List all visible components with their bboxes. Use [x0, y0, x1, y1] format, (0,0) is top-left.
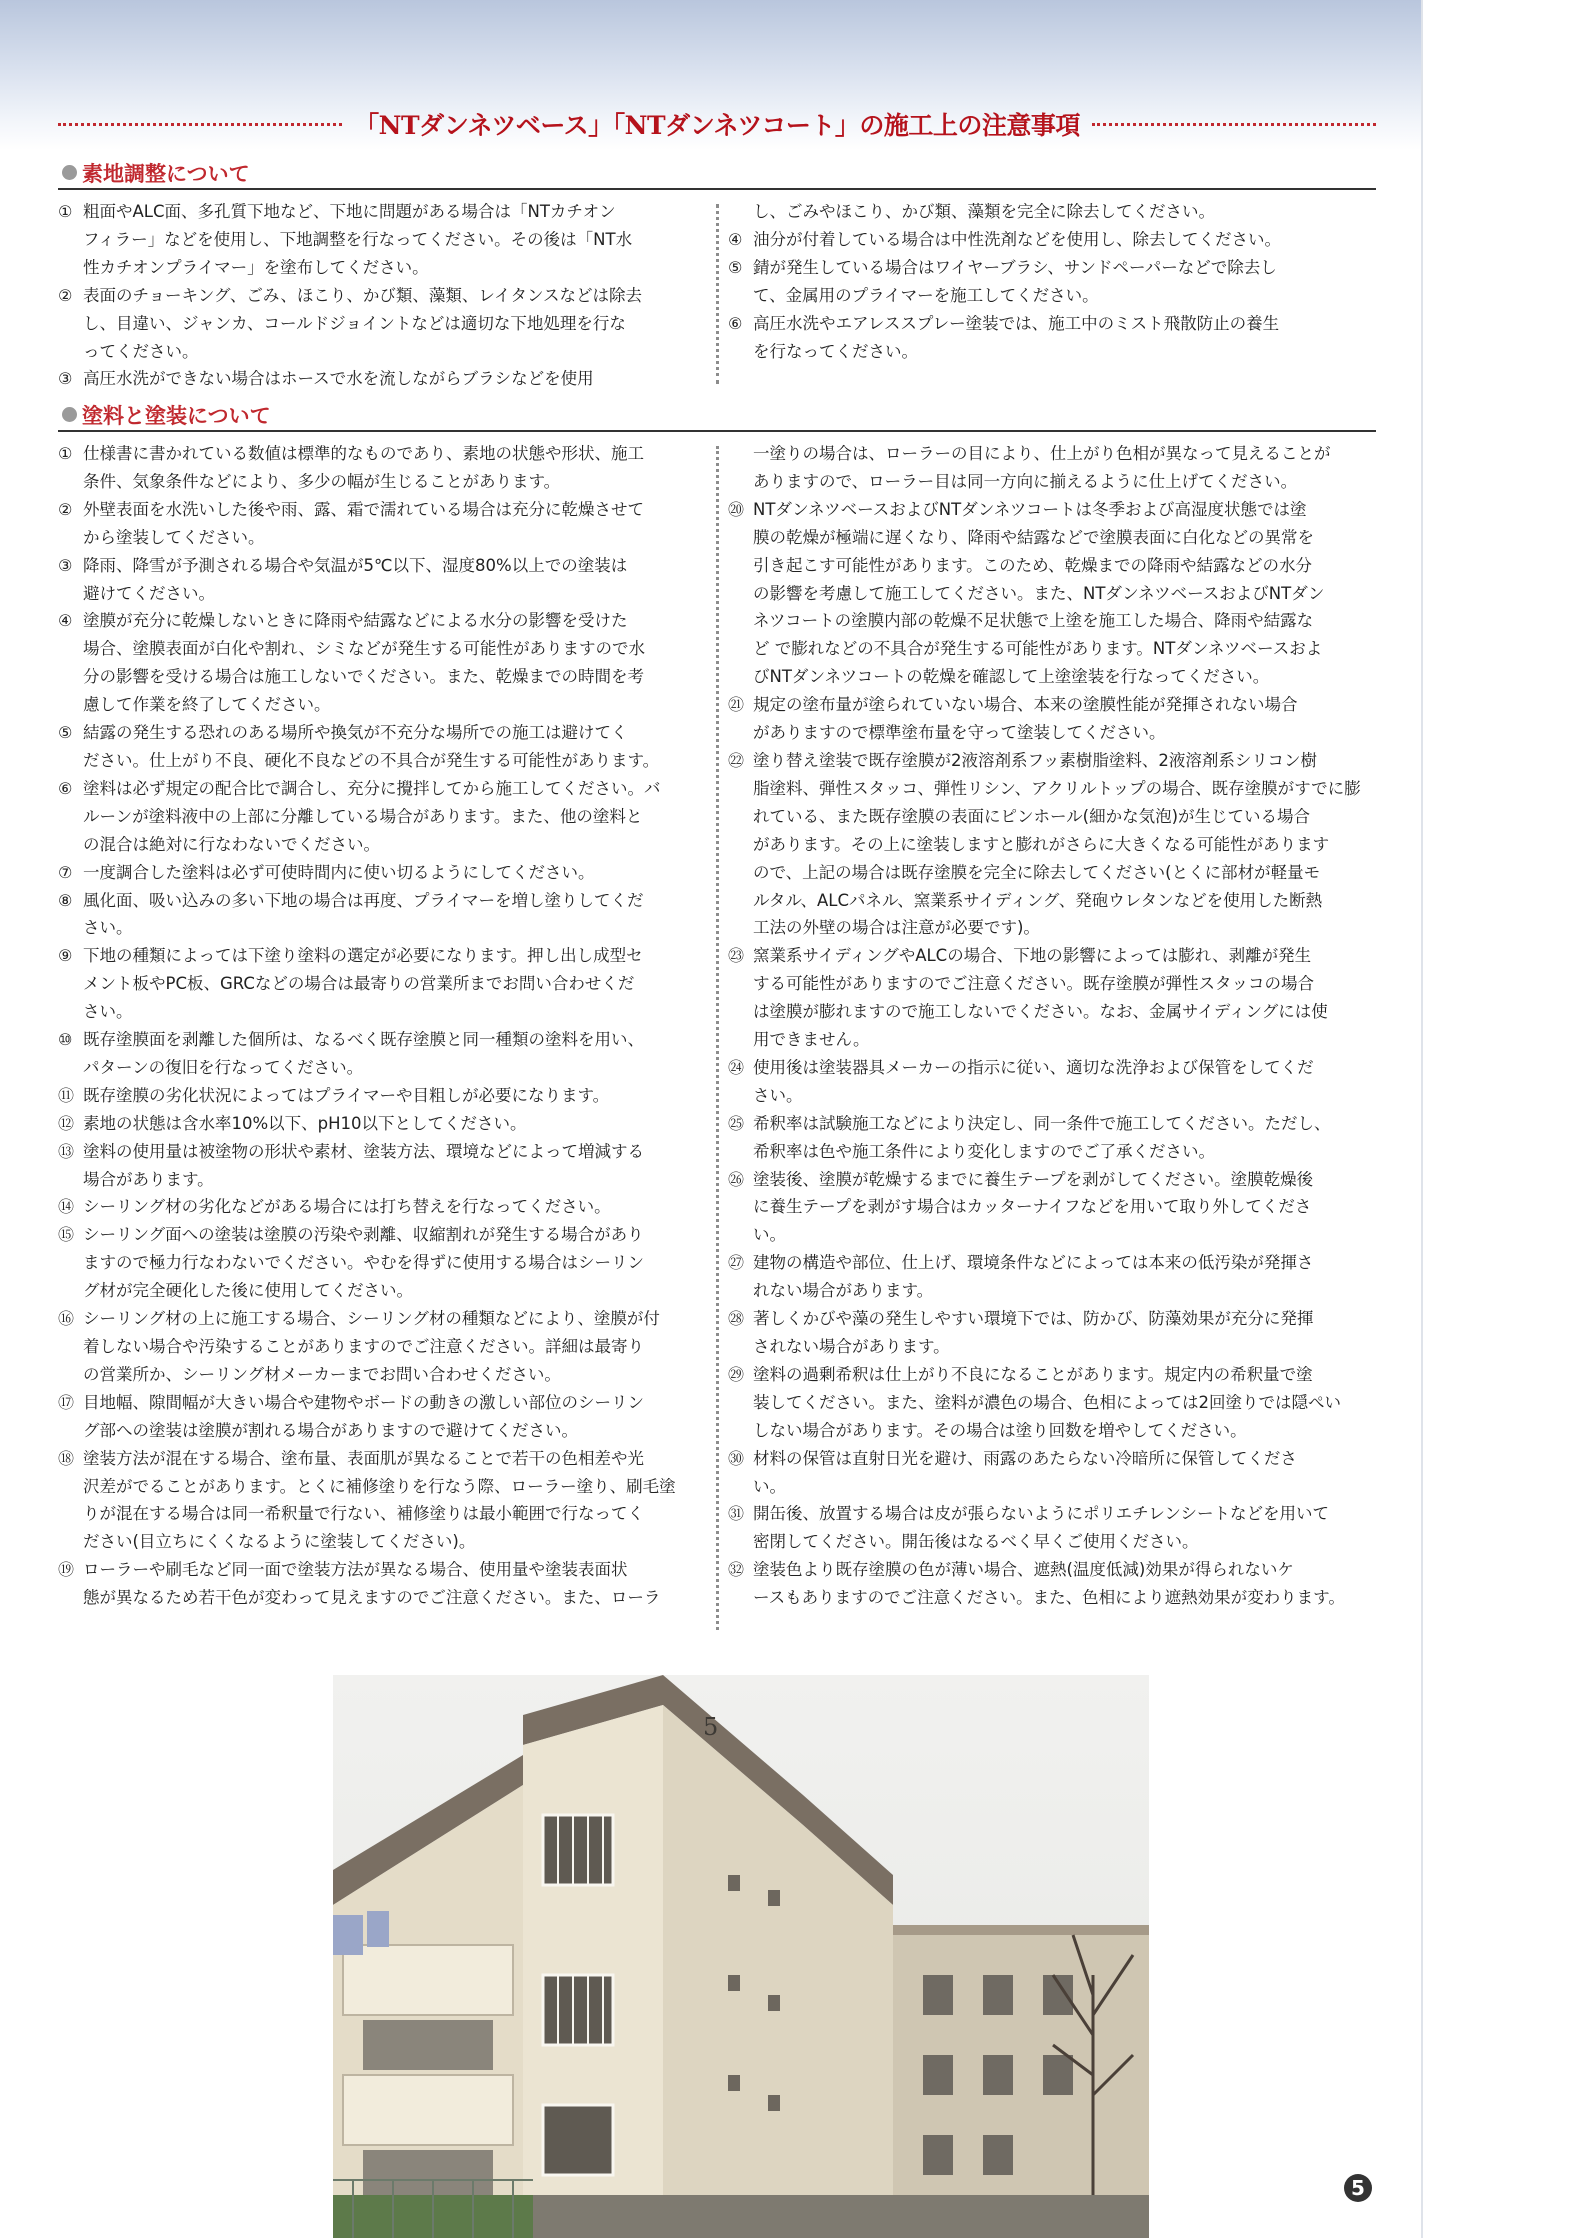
item-line: い。: [753, 1476, 786, 1496]
item-number: ㉚: [728, 1448, 745, 1468]
item-line: 風化面、吸い込みの多い下地の場合は再度、プライマーを増し塗りしてくだ: [83, 890, 644, 910]
item-line: 塗料の使用量は被塗物の形状や素材、塗装方法、環境などによって増減する: [83, 1141, 644, 1161]
item-number: ㉗: [728, 1253, 745, 1273]
item-line: 材料の保管は直射日光を避け、雨露のあたらない冷暗所に保管してくださ: [753, 1448, 1297, 1468]
item-number: ④: [58, 611, 73, 631]
item-line: 塗り替え塗装で既存塗膜が2液溶剤系フッ素樹脂塗料、2液溶剤系シリコン樹: [753, 750, 1318, 770]
item-number: ⑲: [58, 1560, 75, 1580]
item-line: する可能性がありますのでご注意ください。既存塗膜が弾性スタッコの場合: [753, 974, 1314, 994]
item-number: ④: [728, 229, 743, 249]
list-item: [58, 859, 704, 887]
list-item: [58, 1221, 704, 1305]
item-number: ⑫: [58, 1113, 75, 1133]
item-line: しない場合があります。その場合は塗り回数を増やしてください。: [753, 1420, 1247, 1440]
list-item: [58, 1082, 704, 1110]
list-item: [58, 719, 704, 775]
item-line: 条件、気象条件などにより、多少の幅が生じることがあります。: [83, 471, 561, 491]
item-line: 外壁表面を水洗いした後や雨、露、霜で濡れている場合は充分に乾燥させて: [83, 499, 644, 519]
item-number: ③: [58, 555, 73, 575]
list-item: [728, 1305, 1376, 1361]
title-dots-left: [58, 123, 342, 126]
item-line: シーリング材の劣化などがある場合には打ち替えを行なってください。: [83, 1197, 611, 1217]
item-line: シーリング面への塗装は塗膜の汚染や剥離、収縮割れが発生する場合があり: [83, 1225, 644, 1245]
item-line: 沢差がでることがあります。とくに補修塗りを行なう際、ローラー塗り、刷毛塗: [83, 1476, 676, 1496]
item-line: NTダンネツベースおよびNTダンネツコートは冬季および高湿度状態では塗: [753, 499, 1307, 519]
item-number: ⑤: [58, 723, 73, 743]
item-line: ルーンが塗料液中の上部に分離している場合があります。また、他の塗料と: [83, 806, 643, 826]
list-item: [728, 1556, 1376, 1612]
paint-right-column: [728, 440, 1376, 1612]
list-item: [728, 1249, 1376, 1305]
item-line: 高圧水洗やエアレススプレー塗装では、施工中のミスト飛散防止の養生: [753, 313, 1280, 333]
item-line: 塗装色より既存塗膜の色が薄い場合、遮熱(温度低減)効果が得られないケ: [753, 1560, 1294, 1580]
item-line: れている、また既存塗膜の表面にピンホール(細かな気泡)が生じている場合: [753, 806, 1311, 826]
item-line: て、金属用のプライマーを施工してください。: [753, 285, 1099, 305]
item-line: があります。その上に塗装しますと膨れがさらに大きくなる可能性があります: [753, 834, 1330, 854]
item-line: を行なってください。: [753, 341, 918, 361]
section-heading-label: 塗料と塗装について: [82, 404, 271, 428]
item-number: ③: [58, 369, 73, 389]
item-line: 開缶後、放置する場合は皮が張らないようにポリエチレンシートなどを用いて: [753, 1504, 1330, 1524]
list-item: [58, 496, 704, 552]
item-number: ⑳: [728, 499, 745, 519]
item-line: ルタル、ALCパネル、窯業系サイディング、発砲ウレタンなどを使用した断熱: [753, 890, 1323, 910]
item-line: の影響を考慮して施工してください。また、NTダンネツベースおよびNTダン: [753, 583, 1325, 603]
list-item: [58, 1389, 704, 1445]
item-line: 分の影響を受ける場合は施工しないでください。また、乾燥までの時間を考: [83, 667, 644, 687]
list-item: [728, 1166, 1376, 1250]
item-line: 装してください。また、塗料が濃色の場合、色相によっては2回塗りでは隠ぺい: [753, 1392, 1341, 1412]
item-line: グ材が完全硬化した後に使用してください。: [83, 1281, 413, 1301]
item-number: ⑭: [58, 1197, 75, 1217]
item-line: 希釈率は色や施工条件により変化しますのでご了承ください。: [753, 1141, 1215, 1161]
item-line: 降雨、降雪が予測される場合や気温が5℃以下、湿度80%以上での塗装は: [83, 555, 628, 575]
item-number: ㉛: [728, 1504, 745, 1524]
list-item: [58, 1026, 704, 1082]
list-item: [58, 440, 704, 496]
item-line: 錆が発生している場合はワイヤーブラシ、サンドペーパーなどで除去し: [753, 257, 1277, 277]
item-line: 希釈率は試験施工などにより決定し、同一条件で施工してください。ただし、: [753, 1113, 1331, 1133]
item-number: ㉙: [728, 1364, 745, 1384]
item-number: ⑰: [58, 1392, 75, 1412]
item-number: ⑧: [58, 890, 73, 910]
list-item: [728, 440, 1376, 496]
item-line: 慮して作業を終了してください。: [83, 695, 331, 715]
item-number: ⑪: [58, 1085, 75, 1105]
item-line: の混合は絶対に行なわないでください。: [83, 834, 380, 854]
item-number: ㉘: [728, 1309, 745, 1329]
list-item: [58, 1445, 704, 1557]
item-number: ⑦: [58, 862, 73, 882]
list-item: [58, 1138, 704, 1194]
bullet-icon: [62, 407, 77, 422]
item-line: から塗装してください。: [83, 527, 265, 547]
item-line: グ部への塗装は塗膜が割れる場合がありますので避けてください。: [83, 1420, 578, 1440]
item-line: パターンの復旧を行なってください。: [83, 1057, 364, 1077]
list-item: [728, 747, 1376, 942]
item-line: 塗装後、塗膜が乾燥するまでに養生テープを剥がしてください。塗膜乾燥後: [753, 1169, 1314, 1189]
item-line: れない場合があります。: [753, 1281, 934, 1301]
item-number: ①: [58, 444, 73, 463]
item-line: 素地の状態は含水率10%以下、pH10以下としてください。: [83, 1113, 527, 1133]
surface-right-column: [728, 198, 1376, 365]
item-line: の営業所か、シーリング材メーカーまでお問い合わせください。: [83, 1364, 561, 1384]
item-number: ㉖: [728, 1169, 745, 1189]
item-number: ⑯: [58, 1309, 75, 1329]
item-line: 塗装方法が混在する場合、塗布量、表面肌が異なることで若干の色相差や光: [83, 1448, 644, 1468]
list-item: [728, 254, 1376, 310]
item-line: がありますので標準塗布量を守って塗装してください。: [753, 723, 1166, 743]
item-line: 性カチオンプライマー」を塗布してください。: [83, 257, 429, 277]
paint-left-column: [58, 440, 704, 1612]
item-line: ースもありますのでご注意ください。また、色相により遮熱効果が変わります。: [753, 1588, 1345, 1608]
item-line: 著しくかびや藻の発生しやすい環境下では、防かび、防藻効果が充分に発揮: [753, 1309, 1314, 1329]
list-item: [728, 1110, 1376, 1166]
item-line: 着しない場合や汚染することがありますのでご注意ください。詳細は最寄り: [83, 1337, 644, 1356]
list-item: [58, 552, 704, 608]
item-number: ㉜: [728, 1560, 745, 1580]
item-number: ②: [58, 499, 73, 519]
item-line: ってください。: [83, 341, 199, 361]
item-line: ますので極力行なわないでください。やむを得ずに使用する場合はシーリン: [83, 1253, 644, 1273]
list-item: [728, 1500, 1376, 1556]
list-item: [58, 942, 704, 1026]
item-number: ㉔: [728, 1057, 745, 1077]
item-number: ⑱: [58, 1448, 75, 1468]
item-line: ので、上記の場合は既存塗膜を完全に除去してください(とくに部材が軽量モ: [753, 862, 1321, 882]
item-number: ㉕: [728, 1113, 745, 1133]
item-number: ⑤: [728, 257, 743, 277]
item-line: 下地の種類によっては下塗り塗料の選定が必要になります。押し出し成型セ: [83, 946, 643, 966]
item-number: ⑥: [728, 313, 743, 333]
list-item: [728, 691, 1376, 747]
item-line: 密閉してください。開缶後はなるべく早くご使用ください。: [753, 1532, 1199, 1552]
item-line: りが混在する場合は同一希釈量で行ない、補修塗りは最小範囲で行なってく: [83, 1504, 644, 1524]
section-heading-surface: [58, 158, 1376, 190]
item-line: 一度調合した塗料は必ず可使時間内に使い切るようにしてください。: [83, 862, 595, 882]
list-item: [58, 198, 704, 282]
item-number: ㉓: [728, 946, 745, 966]
item-line: 塗料の過剰希釈は仕上がり不良になることがあります。規定内の希釈量で塗: [753, 1364, 1313, 1384]
item-line: さい。: [83, 918, 133, 938]
item-line: 高圧水洗ができない場合はホースで水を流しながらブラシなどを使用: [83, 369, 594, 389]
list-item: [728, 310, 1376, 366]
item-line: し、目違い、ジャンカ、コールドジョイントなどは適切な下地処理を行な: [83, 313, 626, 333]
building-number-label: 5: [703, 1713, 719, 1741]
item-number: ①: [58, 202, 73, 221]
item-line: い。: [753, 1225, 786, 1245]
item-number: ㉒: [728, 750, 745, 770]
item-number: ②: [58, 285, 73, 305]
item-line: は塗膜が膨れますので施工しないでください。なお、金属サイディングには使: [753, 1002, 1328, 1022]
list-item: [58, 1556, 704, 1612]
item-line: 結露の発生する恐れのある場所や換気が不充分な場所での施工は避けてく: [83, 723, 628, 743]
list-item: [58, 887, 704, 943]
list-item: [728, 1361, 1376, 1445]
item-line: びNTダンネツコートの乾燥を確認して上塗塗装を行なってください。: [753, 667, 1270, 687]
list-item: [58, 1305, 704, 1389]
item-line: 油分が付着している場合は中性洗剤などを使用し、除去してください。: [753, 229, 1281, 249]
item-line: 引き起こす可能性があります。このため、乾燥までの降雨や結露などの水分: [753, 555, 1313, 575]
item-line: 使用後は塗装器具メーカーの指示に従い、適切な洗浄および保管をしてくだ: [753, 1057, 1314, 1077]
item-line: フィラー」などを使用し、下地調整を行なってください。その後は「NT水: [83, 229, 633, 249]
item-line: されない場合があります。: [753, 1337, 950, 1356]
item-line: ど で膨れなどの不具合が発生する可能性があります。NTダンネツベースおよ: [753, 639, 1323, 659]
item-line: に養生テープを剥がす場合はカッターナイフなどを用いて取り外してくださ: [753, 1197, 1312, 1217]
page-number: 5: [1344, 2174, 1372, 2202]
item-number: ㉑: [728, 695, 745, 715]
surface-left-column: [58, 198, 704, 393]
item-line: 場合、塗膜表面が白化や割れ、シミなどが発生する可能性がありますので水: [83, 639, 645, 659]
item-line: ローラーや刷毛など同一面で塗装方法が異なる場合、使用量や塗装表面状: [83, 1560, 628, 1580]
item-line: 規定の塗布量が塗られていない場合、本来の塗膜性能が発揮されない場合: [753, 695, 1298, 715]
list-item: [58, 365, 704, 393]
list-item: [728, 226, 1376, 254]
item-line: シーリング材の上に施工する場合、シーリング材の種類などにより、塗膜が付: [83, 1309, 660, 1329]
item-number: ⑬: [58, 1141, 75, 1161]
item-line: さい。: [753, 1085, 803, 1105]
item-number: ⑩: [58, 1030, 73, 1050]
item-line: ださい(目立ちにくくなるように塗装してください)。: [83, 1532, 476, 1552]
item-line: 目地幅、隙間幅が大きい場合や建物やボードの動きの激しい部位のシーリン: [83, 1392, 644, 1412]
item-line: ださい。仕上がり不良、硬化不良などの不具合が発生する可能性があります。: [83, 750, 660, 770]
title-dots-right: [1092, 123, 1376, 126]
item-number: ⑨: [58, 946, 73, 966]
list-item: [728, 198, 1376, 226]
item-line: 窯業系サイディングやALCの場合、下地の影響によっては膨れ、剥離が発生: [753, 946, 1312, 966]
bullet-icon: [62, 165, 77, 180]
list-item: [728, 1054, 1376, 1110]
section-heading-paint: [58, 400, 1376, 432]
list-item: [728, 496, 1376, 691]
title-row: [58, 104, 1376, 144]
item-line: し、ごみやほこり、かび類、藻類を完全に除去してください。: [753, 202, 1215, 221]
item-line: 仕様書に書かれている数値は標準的なものであり、素地の状態や形状、施工: [83, 444, 644, 463]
item-line: 既存塗膜の劣化状況によってはプライマーや目粗しが必要になります。: [83, 1085, 610, 1105]
item-line: 態が異なるため若干色が変わって見えますのでご注意ください。また、ローラ: [83, 1588, 661, 1608]
list-item: [58, 1110, 704, 1138]
list-item: [58, 775, 704, 859]
item-line: メント板やPC板、GRCなどの場合は最寄りの営業所までお問い合わせくだ: [83, 974, 635, 994]
column-divider: [716, 446, 719, 1630]
item-line: ありますので、ローラー目は同一方向に揃えるように仕上げてください。: [753, 471, 1298, 491]
item-line: 膜の乾燥が極端に遅くなり、降雨や結露などで塗膜表面に白化などの異常を: [753, 527, 1314, 547]
item-line: 既存塗膜面を剥離した個所は、なるべく既存塗膜と同一種類の塗料を用い、: [83, 1030, 644, 1050]
page-edge-rule: [1421, 0, 1423, 2238]
list-item: [58, 282, 704, 366]
item-line: 工法の外壁の場合は注意が必要です)。: [753, 918, 1040, 938]
section-heading-label: 素地調整について: [82, 162, 250, 186]
item-line: 用できません。: [753, 1030, 870, 1050]
item-line: 表面のチョーキング、ごみ、ほこり、かび類、藻類、レイタンスなどは除去: [83, 285, 643, 305]
item-line: 塗膜が充分に乾燥しないときに降雨や結露などによる水分の影響を受けた: [83, 611, 628, 631]
list-item: [728, 942, 1376, 1054]
item-line: 脂塗料、弾性スタッコ、弾性リシン、アクリルトップの場合、既存塗膜がすでに膨: [753, 778, 1361, 798]
building-photo: [333, 1675, 1149, 2238]
item-line: 塗料は必ず規定の配合比で調合し、充分に攪拌してから施工してください。バ: [83, 778, 661, 798]
column-divider: [716, 204, 719, 384]
item-number: ⑥: [58, 778, 73, 798]
item-line: ネツコートの塗膜内部の乾燥不足状態で上塗を施工した場合、降雨や結露な: [753, 611, 1314, 631]
item-line: 一塗りの場合は、ローラーの目により、仕上がり色相が異なって見えることが: [753, 444, 1331, 463]
list-item: [58, 607, 704, 719]
item-line: 場合があります。: [83, 1169, 214, 1189]
item-line: さい。: [83, 1002, 133, 1022]
list-item: [728, 1445, 1376, 1501]
item-line: 粗面やALC面、多孔質下地など、下地に問題がある場合は「NTカチオン: [83, 202, 616, 221]
item-number: ⑮: [58, 1225, 75, 1245]
item-line: 避けてください。: [83, 583, 215, 603]
item-line: 建物の構造や部位、仕上げ、環境条件などによっては本来の低汚染が発揮さ: [753, 1253, 1314, 1273]
list-item: [58, 1193, 704, 1221]
page-title: 「NTダンネツベース」「NTダンネツコート」の施工上の注意事項: [354, 111, 1080, 140]
